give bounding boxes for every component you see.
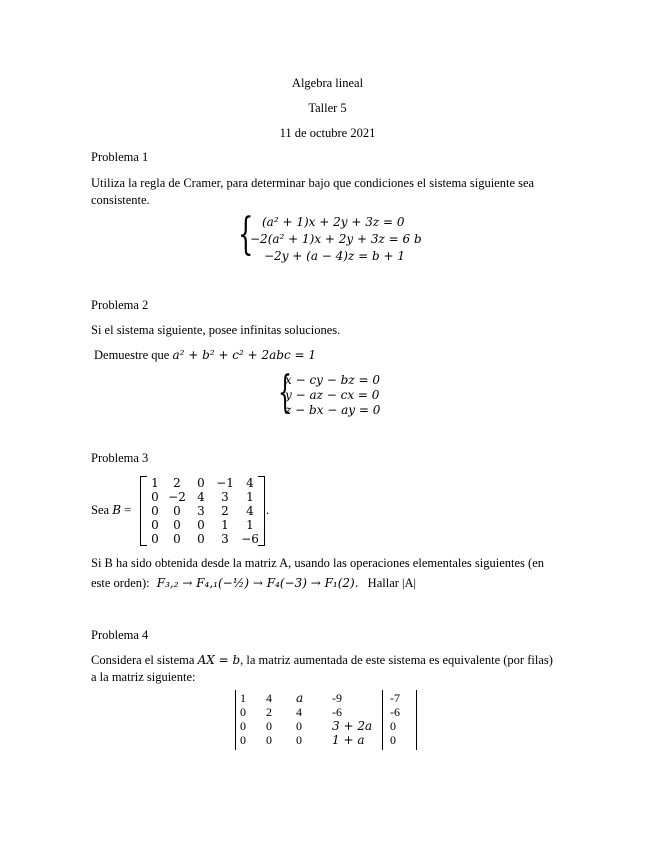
matrix-b-period: . [266, 503, 270, 517]
problem-2-equation-2: y − az − cx = 0 [285, 388, 380, 402]
matrix-b-cell: 3 [197, 504, 205, 518]
augmented-matrix-cell: -6 [332, 705, 342, 719]
matrix-b-cell: 1 [151, 476, 159, 490]
matrix-b-cell: 0 [173, 518, 181, 532]
document-title: Algebra lineal [291, 76, 364, 90]
matrix-b-cell: −6 [241, 532, 259, 546]
matrix-b-cell: 1 [221, 518, 229, 532]
augmented-matrix-row [240, 719, 424, 733]
problem-2-text: Si el sistema siguiente, posee infinitas soluciones. [91, 323, 341, 337]
matrix-b-row [146, 518, 262, 532]
problem-3-matrix-name: B [112, 503, 122, 517]
augmented-matrix-cell: 1 [240, 691, 246, 705]
matrix-b-cell: 2 [173, 476, 181, 490]
augmented-matrix-cell: -6 [390, 705, 400, 719]
augmented-matrix-cell: 0 [240, 705, 246, 719]
augmented-matrix-cell: -7 [390, 691, 400, 705]
matrix-b-row [146, 532, 262, 546]
matrix-b-cell: 0 [197, 476, 205, 490]
problem-2-demo-prefix: Demuestre que [94, 348, 170, 362]
augmented-matrix-cell: 0 [296, 719, 302, 733]
problem-1-text: Utiliza la regla de Cramer, para determinar bajo que condiciones el sistema siguiente sea consistente. [91, 176, 535, 207]
matrix-b-cell: 4 [246, 476, 254, 490]
matrix-b-cell: 0 [173, 532, 181, 546]
problem-1-equation-1: (a² + 1)x + 2y + 3z = 0 [262, 215, 405, 229]
problem-3-text-line-1: Si B ha sido obtenida desde la matriz A, usando las operaciones elementales siguientes (en [91, 556, 545, 570]
problem-4-text-line-2: a la matriz siguiente: [91, 670, 196, 684]
document-date: 11 de octubre 2021 [279, 126, 376, 140]
matrix-b-cell: −1 [216, 476, 234, 490]
problem-4-text-b: , la matriz aumentada de este sistema es equivalente (por filas) [240, 653, 553, 667]
problem-2-heading: Problema 2 [91, 298, 149, 312]
augmented-matrix-cell: a [296, 691, 304, 705]
problem-4-text-line-1 [91, 653, 553, 668]
augmented-matrix-cell: 4 [266, 691, 272, 705]
problem-2-equation-3: z − bx − ay = 0 [285, 403, 381, 417]
augmented-matrix-cell: 0 [390, 719, 396, 733]
matrix-b-cell: 3 [221, 490, 229, 504]
augmented-matrix-row [240, 733, 424, 747]
document-subtitle: Taller 5 [308, 101, 347, 115]
augmented-matrix-cell: 0 [266, 719, 272, 733]
matrix-b-cell: 2 [221, 504, 229, 518]
problem-4-heading: Problema 4 [91, 628, 149, 642]
problem-3-operations: F₃,₂ → F₄,₁(−½) → F₄(−3) → F₁(2). [156, 576, 359, 590]
augmented-matrix-cell: 1 + a [332, 733, 365, 747]
matrix-b-cell: 0 [151, 518, 159, 532]
augmented-matrix-row [240, 691, 424, 705]
problem-3-hallar: Hallar |A| [367, 576, 417, 590]
problem-4-text-a: Considera el sistema [91, 653, 195, 667]
problem-2-demo-equation: a² + b² + c² + 2abc = 1 [172, 348, 317, 362]
matrix-b-cell: 1 [246, 518, 254, 532]
problem-3-text-line-2 [91, 576, 416, 591]
matrix-b-row [146, 504, 262, 518]
matrix-b-row [146, 476, 262, 490]
problem-3-order-label: este orden): [91, 576, 150, 590]
augmented-matrix-cell: 0 [240, 719, 246, 733]
matrix-b-cell: 0 [197, 518, 205, 532]
augmented-matrix-cell: 2 [266, 705, 272, 719]
matrix-b-cell: 0 [197, 532, 205, 546]
matrix-b-cell: 0 [151, 532, 159, 546]
augmented-matrix-cell: 0 [240, 733, 246, 747]
problem-3-sea-label: Sea [91, 503, 110, 517]
problem-3-equals: = [124, 503, 132, 517]
matrix-b-cell: 4 [246, 504, 254, 518]
augmented-matrix-row [240, 705, 424, 719]
problem-3-sea [91, 503, 131, 518]
augmented-matrix-cell: 0 [390, 733, 396, 747]
augmented-matrix-cell: 0 [266, 733, 272, 747]
problem-1-brace: { [238, 209, 254, 260]
matrix-b-row [146, 490, 262, 504]
augmented-matrix [240, 691, 424, 747]
problem-2-brace: { [278, 367, 292, 418]
augmented-matrix-cell: -9 [332, 691, 342, 705]
matrix-b [146, 476, 262, 546]
matrix-b-cell: −2 [168, 490, 186, 504]
matrix-b-cell: 0 [151, 490, 159, 504]
problem-2-equation-1: x − cy − bz = 0 [285, 373, 380, 387]
matrix-b-cell: 0 [173, 504, 181, 518]
augmented-matrix-left-bar [235, 690, 236, 750]
matrix-b-cell: 3 [221, 532, 229, 546]
augmented-matrix-cell: 3 + 2a [332, 719, 373, 733]
augmented-matrix-cell: 0 [296, 733, 302, 747]
augmented-matrix-cell: 4 [296, 705, 302, 719]
problem-1-equation-2: −2(a² + 1)x + 2y + 3z = 6 b [250, 232, 422, 246]
problem-3-heading: Problema 3 [91, 451, 149, 465]
matrix-b-cell: 4 [197, 490, 205, 504]
problem-2-demonstrate [94, 348, 316, 363]
problem-1-equation-3: −2y + (a − 4)z = b + 1 [264, 249, 405, 263]
matrix-b-cell: 1 [246, 490, 254, 504]
problem-1-heading: Problema 1 [91, 150, 149, 164]
problem-4-equation: AX = b [197, 653, 241, 667]
matrix-b-cell: 0 [151, 504, 159, 518]
